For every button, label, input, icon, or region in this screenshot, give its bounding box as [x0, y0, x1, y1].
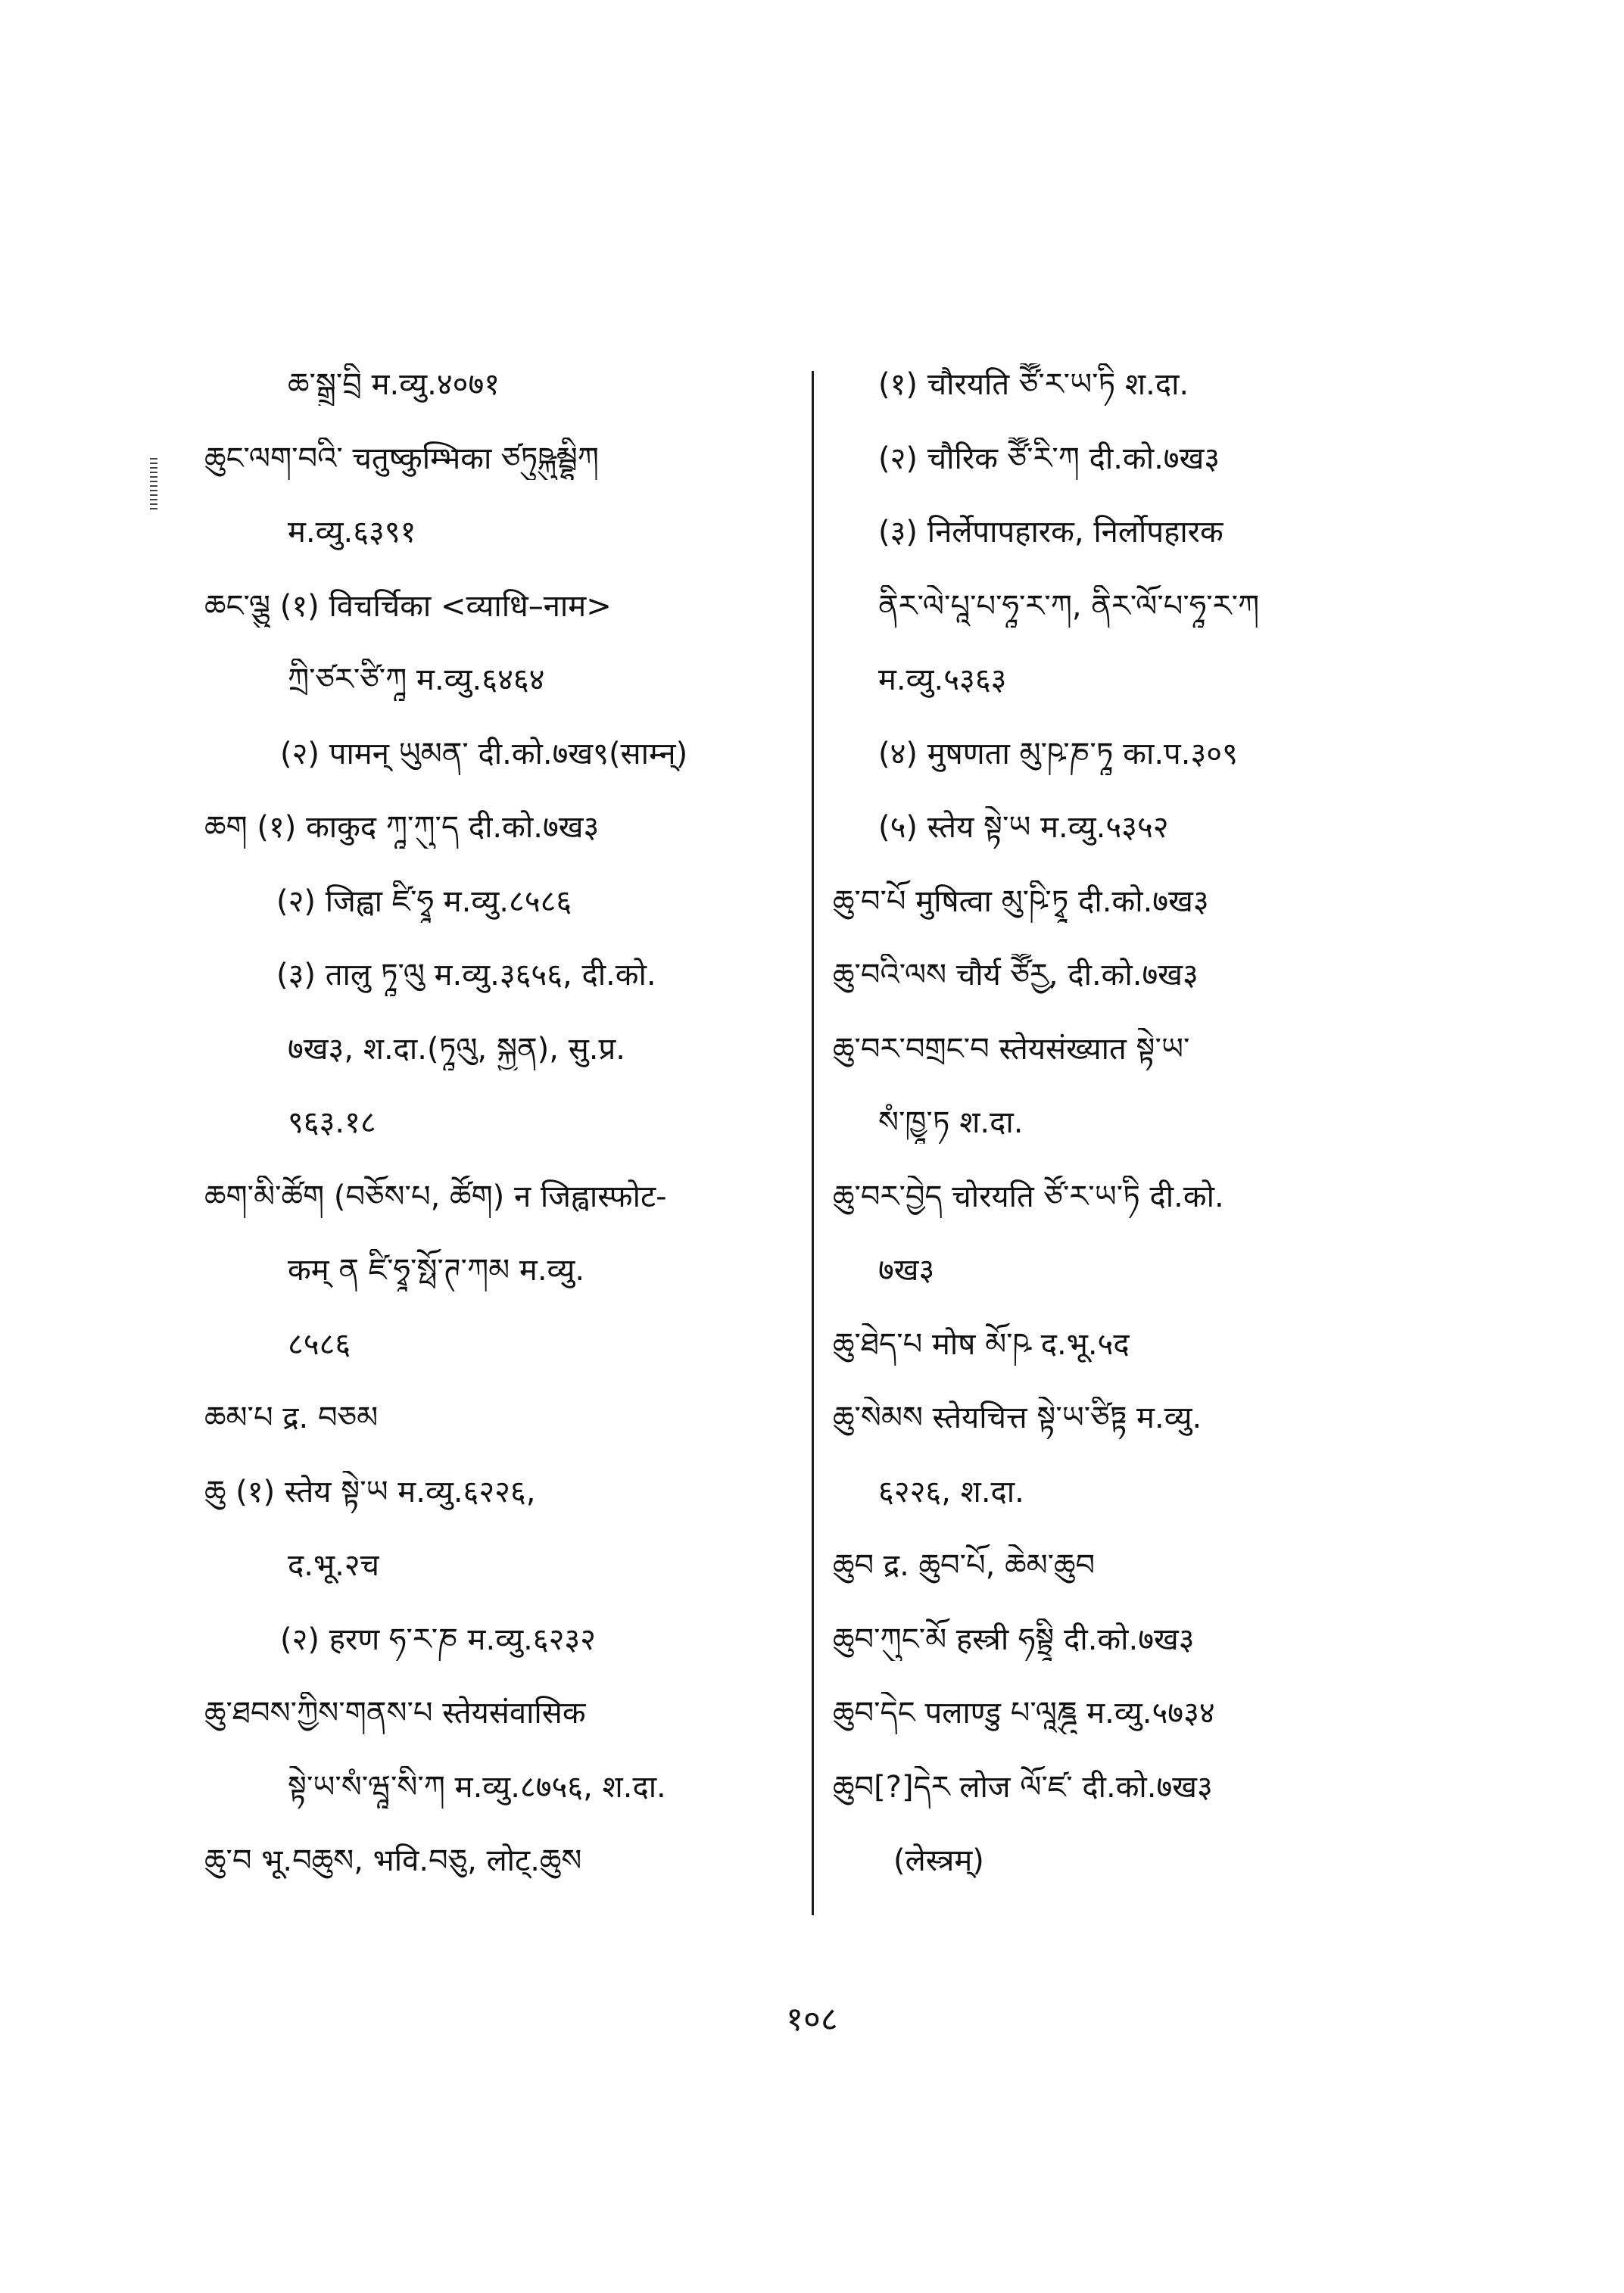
entry-line: ཆུ་བ भू.བཆུས, भवि.བཅུ, लोट्.ཆུས [204, 1843, 582, 1878]
margin-mark [150, 458, 157, 511]
entry-line: ཆུབ་དེང पलाण्डु པ་ལཱཎྜུ म.व्यु.५७३४ [833, 1696, 1215, 1731]
entry-line: म.व्यु.५३६३ [878, 662, 1007, 697]
entry-line: ཆུ་ཐེད་པ मोष མོ་ཥ द.भू.५द [833, 1327, 1130, 1362]
entry-line: ཆུ་བའི་ལས चौर्य ཙཽརྱ, दी.को.७ख३ [833, 958, 1199, 992]
entry-line: ཆུ་བར་བྱེད चोरयति ཙོ་ར་ཡ་ཏི दी.को. [833, 1179, 1224, 1214]
entry-line: ཆ་སྒྲུ་བྲི म.व्यु.४०७१ [288, 367, 500, 402]
entry-line: ཆུང་ལག་བའི་ चतुष्कुम्भिका ཙཏུཥྐུམྦྷིཀ [204, 441, 599, 476]
entry-line: (२) पामन् ཡུམན་ दी.को.७ख९(साम्न्) [280, 737, 688, 771]
entry-line: ७ख३, श.दा.(ཏཱལུ, སྐྱན), सु.प्र. [288, 1032, 625, 1067]
entry-line: (२) हरण ཧ་ར་ཎ म.व्यु.६२३२ [280, 1622, 596, 1657]
entry-line: ཆུ་ཐབས་ཀྱིས་གནས་པ स्तेयसंवासिक [204, 1696, 586, 1731]
entry-line: (२) चौरिक ཙཽ་རི་ཀ दी.को.७ख३ [878, 441, 1220, 476]
entry-line: སཾ་ཁྱཱ་ཏ श.दा. [878, 1105, 1024, 1140]
entry-line: (लेस्त्रम्) [893, 1843, 984, 1878]
entry-line: ८५८६ [288, 1327, 351, 1362]
entry-line: ६२२६, श.दा. [878, 1475, 1024, 1509]
column-divider [812, 371, 814, 1915]
entry-line: (१) चौरयति ཙཽ་ར་ཡ་ཏི श.दा. [878, 367, 1189, 402]
entry-line: ཆམ་པ द्र. བཅམ [204, 1400, 379, 1435]
entry-line: (४) मुषणता མུ་ཥ་ཎ་ཏཱ का.प.३०९ [878, 737, 1238, 771]
entry-line: ཆུ་སེམས स्तेयचित्त སྟེ་ཡ་ཙིཏྟ म.व्यु. [833, 1400, 1202, 1435]
entry-line: ཆུ་བ་པོ मुषित्वा མུ་ཥི་ཏྭཱ दी.को.७ख३ [833, 884, 1209, 919]
entry-line: ७ख३ [878, 1253, 935, 1288]
entry-line: ཆུ་བར་བགྲང་བ स्तेयसंख्यात སྟེ་ཡ་ [833, 1032, 1190, 1067]
entry-line: (३) निर्लेपापहारक, निर्लोपहारक [878, 515, 1223, 550]
entry-line: ९६३.१८ [288, 1105, 376, 1140]
entry-line: ཆུབ द्र. ཆུབ་པོ, ཆེམ་ཆུབ [833, 1548, 1096, 1583]
entry-line: ཆུབ་ཀུང་མོ हस्त्री ཧསྟྲཱི दी.को.७ख३ [833, 1622, 1195, 1657]
entry-line: द.भू.२च [288, 1548, 379, 1583]
entry-line: ནིར་ལེ་པཱ་པ་ཧཱ་ར་ཀ, ནིར་ལོ་པ་ཧཱ་ར་ཀ [878, 589, 1260, 624]
entry-line: ཆག (१) काकुद ཀཱ་ཀུ་ད दी.को.७ख३ [204, 810, 600, 845]
entry-line: म.व्यु.६३९१ [288, 515, 416, 550]
entry-line: ཀྲི་ཙར་ཙི་ཀཱ म.व्यु.६४६४ [288, 662, 545, 697]
page-number: १०८ [786, 2000, 838, 2039]
entry-line: ཆུབ[?]དེར लोज ལོ་ཛ་ दी.को.७ख३ [833, 1770, 1213, 1805]
entry-line: कम् ན ཛི་ཧྭཱ་སྥོ་ཊ་ཀམ म.व्यु. [288, 1253, 585, 1288]
entry-line: སྟེ་ཡ་སཾ་ཝཱ་སི་ཀ म.व्यु.८७५६, श.दा. [288, 1770, 666, 1805]
entry-line: (२) जिह्वा ཛི་ཧྭཱ म.व्यु.८५८६ [276, 884, 572, 919]
entry-line: (३) तालु ཏཱ་ལུ म.व्यु.३६५६, दी.को. [276, 958, 656, 992]
entry-line: (५) स्तेय སྟེ་ཡ म.व्यु.५३५२ [878, 810, 1169, 845]
entry-line: ཆུ (१) स्तेय སྟེ་ཡ म.व्यु.६२२६, [204, 1475, 536, 1509]
entry-line: ཆག་མི་ཚོག (བཅོས་པ, ཚོག) न जिह्वास्फोट- [204, 1179, 667, 1214]
entry-line: ཆང་ལྕུ (१) विचर्चिका <व्याधि–नाम> [204, 589, 612, 624]
